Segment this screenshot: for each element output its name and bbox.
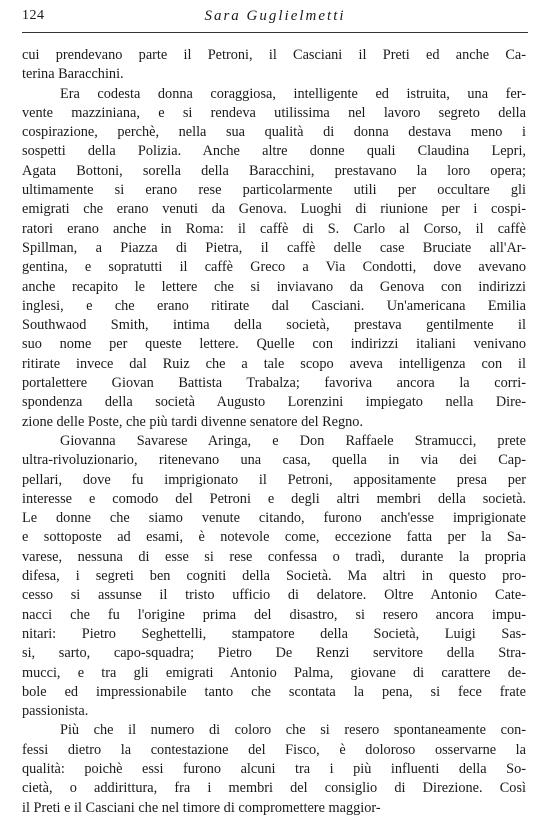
text-line: zione delle Poste, che più tardi divenne senatore del Regno. — [22, 413, 364, 430]
text-line: il Preti e il Casciani che nel timore di compromettere maggior- — [22, 799, 381, 816]
text-line: emigrati che erano venuti da Genova. Luoghi di riunione per i cospi- — [22, 201, 526, 218]
text-line: Più che il numero di coloro che si resero spontaneamente con- — [60, 722, 526, 739]
text-line: terina Baracchini. — [22, 66, 124, 83]
text-line: vente mazziniana, e si rendeva utilissima nel lavoro segreto della — [22, 104, 526, 121]
page-number: 124 — [22, 8, 45, 23]
text-line: Agata Bottoni, sorella della Baracchini, prestavano la loro opera; — [22, 162, 526, 179]
text-line: nitari: Pietro Seghettelli, stampatore della Società, Luigi Sas- — [22, 625, 526, 642]
text-line: pellari, dove fu imprigionato il Petroni, appositamente presa per — [22, 471, 526, 488]
text-line: bole ed impressionabile tanto che scontata la pena, si fece frate — [22, 683, 526, 700]
text-line: cospirazione, perchè, nella sua qualità di donna destava meno i — [22, 124, 526, 141]
header-rule — [22, 32, 528, 33]
text-line: inglesi, e che erano ritirate dal Casciani. Un'americana Emilia — [22, 297, 526, 314]
text-line: interesse e comodo del Petroni e degli altri membri della società. — [22, 490, 526, 507]
text-line: passionista. — [22, 703, 89, 720]
text-line: cietà, o addirittura, fra i membri del consiglio di Direzione. Così — [22, 780, 526, 797]
text-line: Era codesta donna coraggiosa, intelligente ed istruita, una fer- — [60, 85, 526, 102]
text-line: e sottoposte ad esami, è notevole come, eccezione fatta per la Sa- — [22, 529, 526, 546]
page-header — [22, 8, 528, 28]
text-line: fessi dietro la contestazione del Fisco, è doloroso osservarne la — [22, 741, 526, 758]
paragraph — [22, 46, 526, 85]
text-line: suo nome per queste lettere. Quelle con indirizzi italiani venivano — [22, 336, 526, 353]
text-line: anche recapito le lettere che si inviavano da Genova con indirizzi — [22, 278, 526, 295]
text-line: difesa, i segreti ben cogniti della Società. Ma altri in questo pro- — [22, 568, 526, 585]
text-line: sospetti della Polizia. Anche altre donne quali Claudina Lepri, — [22, 143, 526, 160]
text-line: ratori erano anche in Roma: il caffè di S. Carlo al Corso, il caffè — [22, 220, 526, 237]
text-line: cui prendevano parte il Petroni, il Casciani il Preti ed anche Ca- — [22, 47, 526, 63]
text-line: ritirate invece dal Ruiz che a tale scopo aveva intelligenza con il — [22, 355, 526, 372]
text-line: si, sarto, capo-squadra; Pietro De Renzi servitore della Stra- — [22, 645, 526, 662]
paragraph — [22, 432, 526, 721]
paragraph — [22, 85, 526, 432]
text-line: portalettere Giovan Battista Trabalza; favoriva ancora la corri- — [22, 375, 526, 392]
text-line: cesso si assunse il tristo ufficio di delatore. Oltre Antonio Cate- — [22, 587, 526, 604]
text-line: ultimamente si erano rese particolarmente utili per occultare gli — [22, 182, 526, 199]
text-line: mucci, e tra gli emigrati Antonio Palma, giovane di carattere de- — [22, 664, 526, 681]
paragraph — [22, 721, 526, 817]
running-head: Sara Guglielmetti — [204, 8, 346, 24]
page-body — [22, 46, 526, 818]
text-line: gentina, e sopratutti il caffè Greco a Via Condotti, dove avevano — [22, 259, 526, 276]
text-line: varese, nessuna di esse si rese confessa o tradì, durante la propria — [22, 548, 526, 565]
text-line: Giovanna Savarese Aringa, e Don Raffaele Stramucci, prete — [60, 432, 526, 449]
text-line: spondenza della società Augusto Lorenzini impiegato nella Dire- — [22, 394, 526, 411]
text-line: Southwaod Smith, intima della società, prestava gentilmente il — [22, 317, 526, 334]
text-line: Spillman, a Piazza di Pietra, il caffè delle case Bruciate all'Ar- — [22, 239, 526, 256]
text-line: ultra-rivoluzionario, ritenevano una casa, quella in via dei Cap- — [22, 452, 526, 469]
text-line: qualità: poichè essi furono alcuni tra i più influenti della So- — [22, 760, 526, 777]
text-line: nacci che fu l'origine prima del disastro, si resero ancora impu- — [22, 606, 526, 623]
text-line: Le donne che siamo venute citando, furono anch'esse imprigionate — [22, 510, 526, 527]
